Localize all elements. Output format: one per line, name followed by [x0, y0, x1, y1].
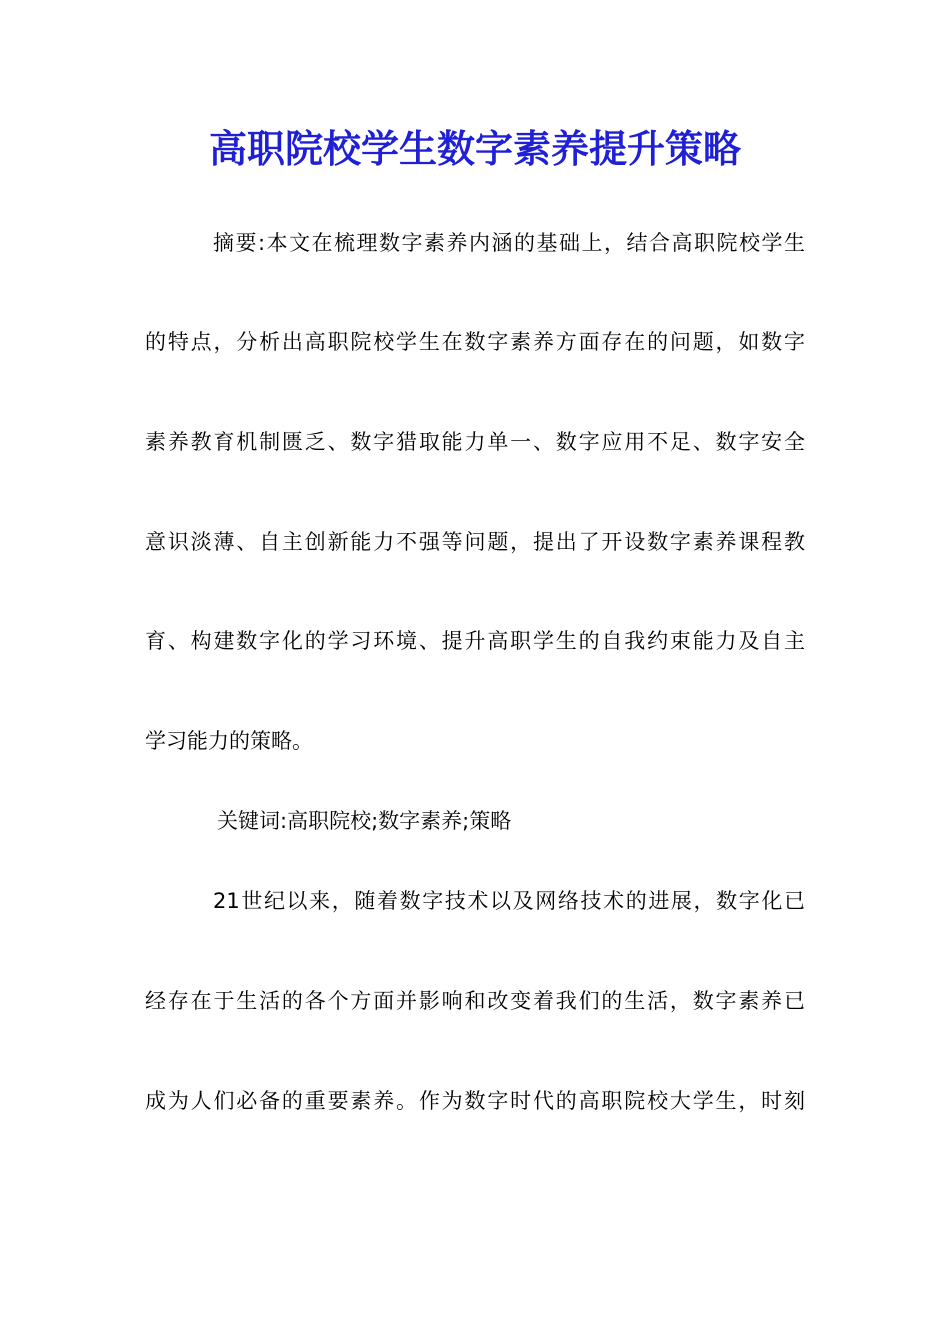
abstract-line-6: 学习能力的策略。 — [145, 729, 313, 753]
abstract-line-4: 意识淡薄、自主创新能力不强等问题，提出了开设数字素养课程教 — [145, 530, 805, 554]
body-line-1: 21世纪以来，随着数字技术以及网络技术的进展，数字化已 — [213, 889, 805, 913]
abstract-line-1: 摘要:本文在梳理数字素养内涵的基础上，结合高职院校学生 — [213, 231, 805, 255]
body-line-2: 经存在于生活的各个方面并影响和改变着我们的生活，数字素养已 — [145, 989, 805, 1013]
abstract-line-3: 素养教育机制匮乏、数字猎取能力单一、数字应用不足、数字安全 — [145, 430, 805, 454]
abstract-line-5: 育、构建数字化的学习环境、提升高职学生的自我约束能力及自主 — [145, 629, 805, 653]
keywords-line: 关键词:高职院校;数字素养;策略 — [217, 809, 512, 833]
abstract-line-2: 的特点，分析出高职院校学生在数字素养方面存在的问题，如数字 — [145, 330, 805, 354]
document-title: 高职院校学生数字素养提升策略 — [208, 126, 741, 171]
body-line-3: 成为人们必备的重要素养。作为数字时代的高职院校大学生，时刻 — [145, 1089, 805, 1113]
